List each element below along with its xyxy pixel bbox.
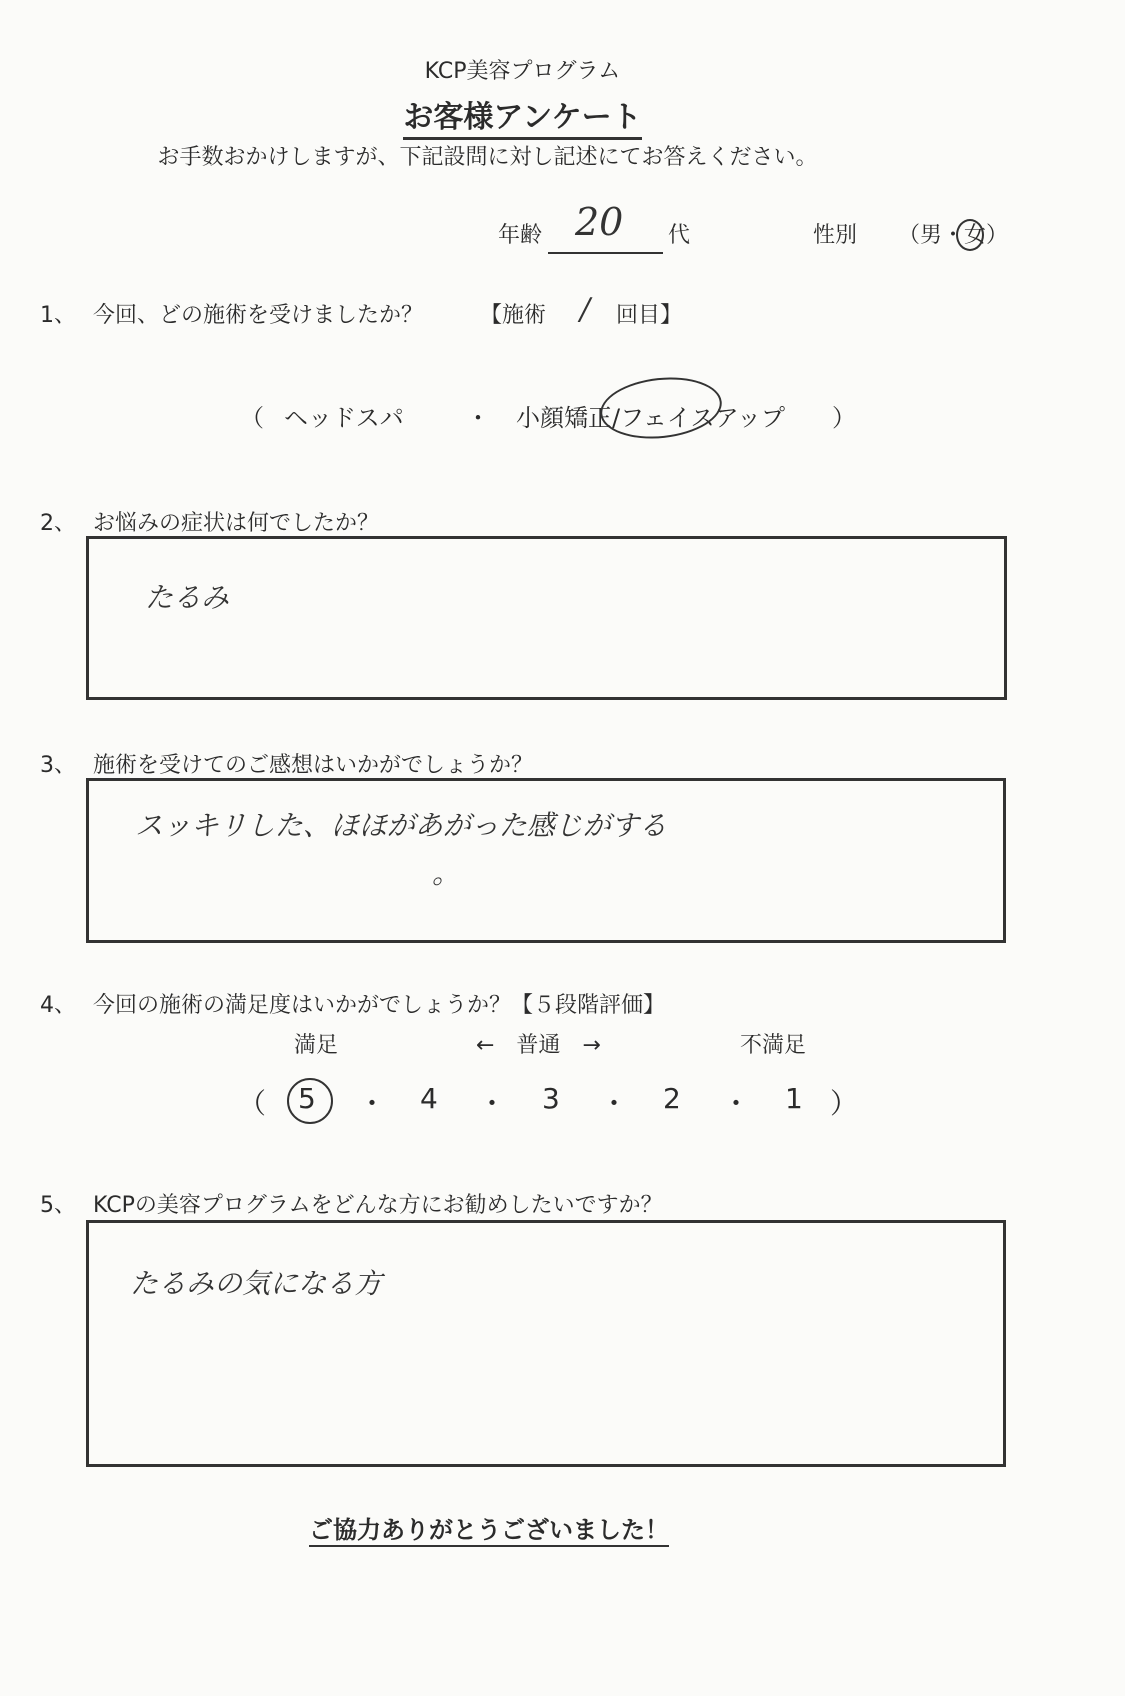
q1-option-separator: ・ (466, 404, 490, 432)
intro-text: お手数おかけしますが、下記設問に対し記述にてお答えください。 (157, 145, 818, 170)
thanks-message (0, 1510, 978, 1545)
q4-score-4[interactable]: 4 (420, 1082, 438, 1115)
q4-dot-4: ・ (722, 1087, 751, 1120)
q4-label-unsatisfied: 不満足 (740, 1033, 807, 1058)
q1-paren-close: ） (832, 404, 856, 432)
gender-close-paren: ） (986, 223, 1009, 248)
q2-answer: たるみ (145, 581, 230, 614)
q4-label-satisfied: 満足 (294, 1033, 339, 1058)
q1-paren-open: （ (240, 404, 264, 432)
q2-number: 2、 (40, 511, 76, 536)
q4-score-1[interactable]: 1 (785, 1082, 803, 1115)
survey-title (0, 92, 1045, 136)
q4-paren-close: ） (830, 1087, 859, 1120)
q2-answer-box[interactable] (86, 536, 1007, 700)
age-label: 年齢 (498, 223, 543, 248)
q1-count-value[interactable]: / (580, 292, 591, 327)
q4-dot-3: ・ (600, 1087, 629, 1120)
q1-option-face-a: 小顔矯正/ (516, 404, 621, 432)
q1-option-face-b: フェイス (620, 404, 715, 432)
thanks-text: ご協力ありがとうございました！ (309, 1516, 669, 1547)
q1-number: 1、 (40, 303, 76, 328)
q4-selected-circle (287, 1078, 333, 1124)
q4-question: 今回の施術の満足度はいかがでしょうか？【５段階評価】 (93, 993, 666, 1018)
age-unit: 代 (668, 223, 691, 248)
q4-score-3[interactable]: 3 (542, 1082, 560, 1115)
program-name: KCP美容プログラム (424, 59, 621, 84)
gender-female-option[interactable]: 女 (964, 223, 987, 248)
q1-count-close: 回目】 (616, 303, 683, 328)
q5-answer: たるみの気になる方 (130, 1267, 383, 1300)
q5-question: KCPの美容プログラムをどんな方にお勧めしたいですか？ (93, 1193, 663, 1218)
age-value: 20 (575, 200, 624, 244)
q3-number: 3、 (40, 753, 76, 778)
q2-question: お悩みの症状は何でしたか？ (93, 511, 380, 536)
q3-answer-line2: 。 (432, 857, 461, 890)
q4-paren-open: （ (238, 1087, 267, 1120)
q5-answer-box[interactable] (86, 1220, 1006, 1467)
q1-option-face-c: アップ (714, 404, 785, 432)
q3-answer-line1: スッキリした、ほほがあがった感じがする (135, 809, 667, 842)
gender-label: 性別 (813, 223, 858, 248)
gender-female-circle (956, 219, 987, 251)
q1-option-headspa[interactable]: ヘッドスパ (284, 404, 404, 432)
q3-question: 施術を受けてのご感想はいかがでしょうか？ (93, 753, 534, 778)
q4-score-2[interactable]: 2 (663, 1082, 681, 1115)
q4-dot-2: ・ (478, 1087, 507, 1120)
q1-face-selection-circle (597, 372, 725, 444)
q5-number: 5、 (40, 1193, 76, 1218)
gender-separator: ・ (942, 223, 965, 248)
q4-dot-1: ・ (358, 1087, 387, 1120)
q4-label-neutral: ← 普通 → (476, 1033, 601, 1058)
q4-score-5[interactable]: 5 (298, 1082, 316, 1115)
survey-title-text: お客様アンケート (403, 100, 641, 140)
q1-count-open: 【施術 (480, 303, 547, 328)
q3-answer-box[interactable] (86, 778, 1006, 943)
q1-question: 今回、どの施術を受けましたか？ (93, 303, 424, 328)
gender-options (898, 218, 1008, 249)
gender-male-option[interactable]: （男 (898, 223, 943, 248)
q4-number: 4、 (40, 993, 76, 1018)
